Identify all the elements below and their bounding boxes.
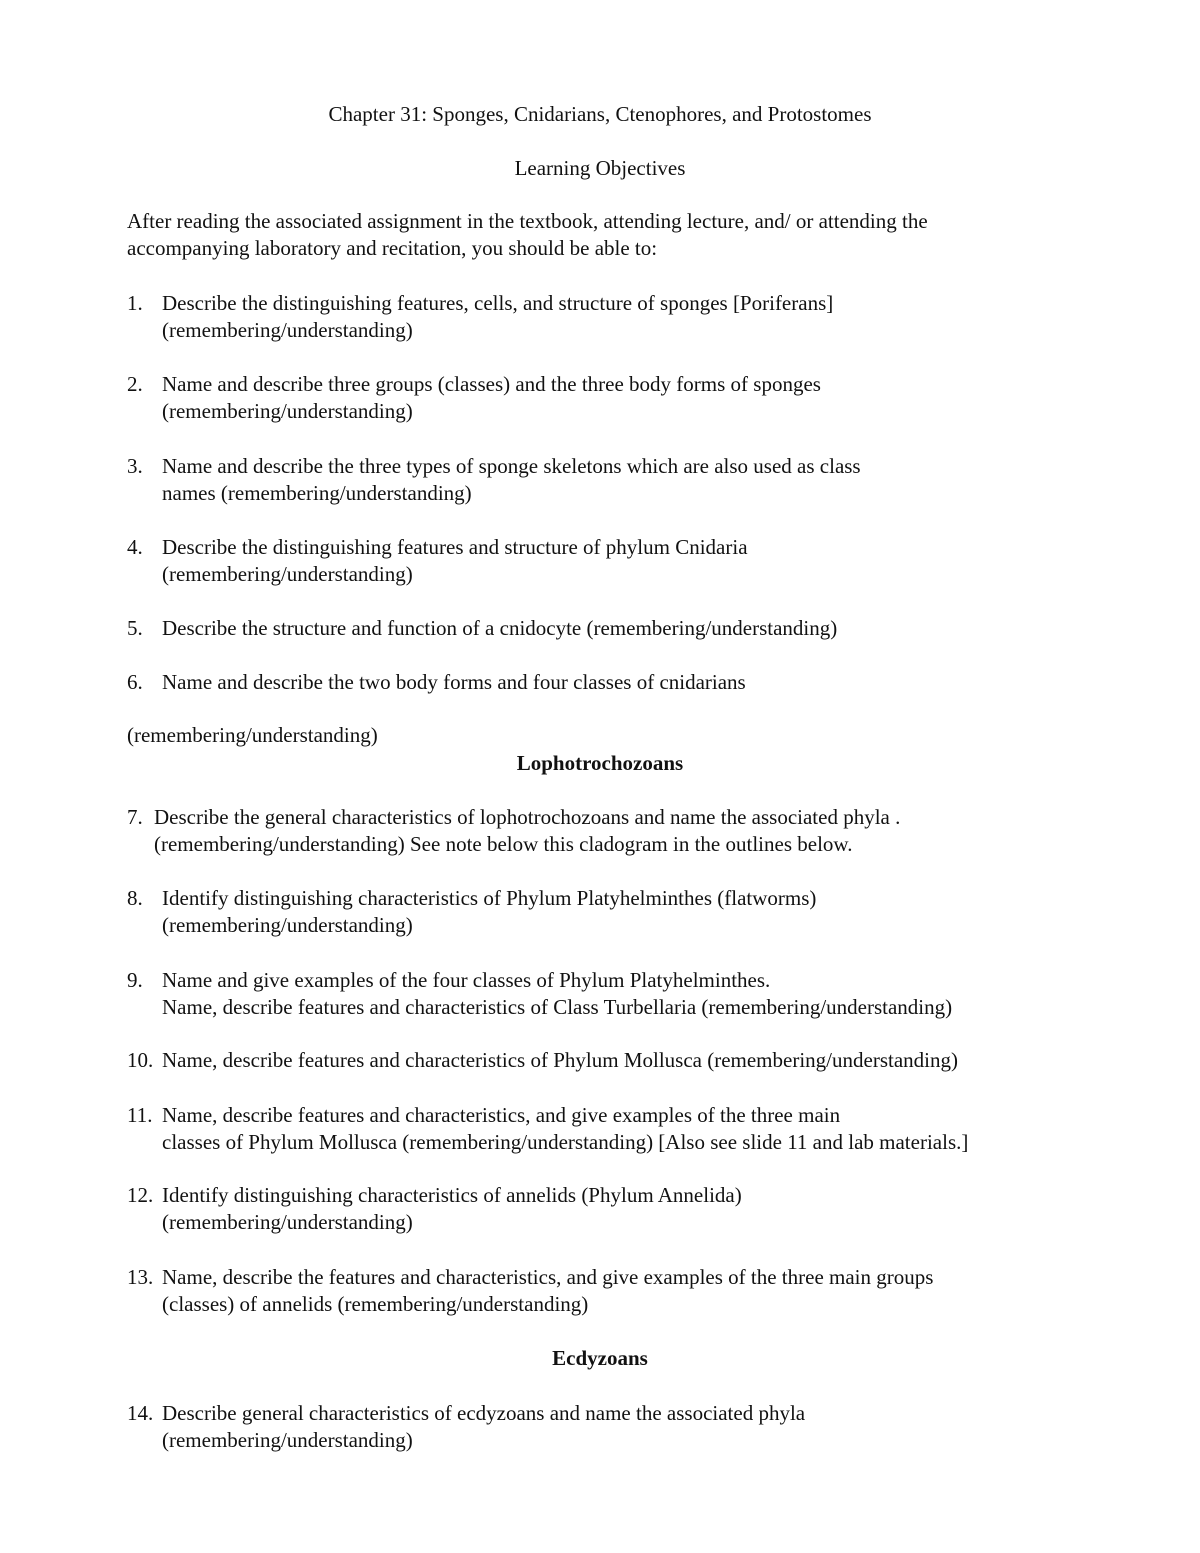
item-number: 5.: [127, 616, 143, 640]
page-subtitle: Learning Objectives: [514, 156, 686, 180]
item-text-line: classes of Phylum Mollusca (remembering/understanding) [Also see slide 11 and lab materials.]: [162, 1130, 969, 1154]
item-text-line: Describe the distinguishing features and structure of phylum Cnidaria: [162, 535, 748, 559]
item-text-line: names (remembering/understanding): [162, 481, 472, 505]
item-text-line: Describe general characteristics of ecdyzoans and name the associated phyla: [162, 1401, 806, 1425]
item-text-line: Describe the general characteristics of lophotrochozoans and name the associated phyla .: [154, 805, 901, 829]
item-number: 3.: [127, 454, 143, 478]
item-text-line: Name and describe the three types of sponge skeletons which are also used as class: [162, 454, 861, 478]
item-text-line: Describe the structure and function of a cnidocyte (remembering/understanding): [162, 616, 838, 640]
item-text-line: (remembering/understanding): [162, 318, 413, 342]
intro-line-1: After reading the associated assignment in the textbook, attending lecture, and/ or attending the: [127, 209, 928, 233]
item-text-line: Identify distinguishing characteristics of Phylum Platyhelminthes (flatworms): [162, 886, 817, 910]
item-text-line: Identify distinguishing characteristics of annelids (Phylum Annelida): [162, 1183, 742, 1207]
item-text-line: Name and give examples of the four classes of Phylum Platyhelminthes.: [162, 968, 771, 992]
item-number: 13.: [127, 1265, 154, 1289]
item-text-line: Name, describe features and characteristics of Class Turbellaria (remembering/understanding): [162, 995, 953, 1019]
item-text-line: (remembering/understanding): [162, 562, 413, 586]
item-number: 11.: [127, 1103, 153, 1127]
item-text-line: (remembering/understanding): [162, 1210, 413, 1234]
item-text-line: (classes) of annelids (remembering/understanding): [162, 1292, 589, 1316]
item-number: 4.: [127, 535, 143, 559]
section-heading-ecdyzoans: Ecdyzoans: [552, 1346, 648, 1370]
item-number: 9.: [127, 968, 143, 992]
item-number: 7.: [127, 805, 143, 829]
item-number: 14.: [127, 1401, 154, 1425]
orphan-line: (remembering/understanding): [127, 723, 378, 747]
item-text-line: Name and describe three groups (classes) and the three body forms of sponges: [162, 372, 821, 396]
item-text-line: Name, describe features and characteristics, and give examples of the three main: [162, 1103, 841, 1127]
item-number: 8.: [127, 886, 143, 910]
item-text-line: Name, describe features and characteristics of Phylum Mollusca (remembering/understanding): [162, 1048, 958, 1072]
item-number: 1.: [127, 291, 143, 315]
item-number: 10.: [127, 1048, 154, 1072]
item-text-line: (remembering/understanding): [162, 399, 413, 423]
item-text-line: (remembering/understanding): [162, 1428, 413, 1452]
intro-line-2: accompanying laboratory and recitation, you should be able to:: [127, 236, 658, 260]
section-heading-lophotrochozoans: Lophotrochozoans: [516, 751, 684, 775]
item-text-line: Name, describe the features and characteristics, and give examples of the three main groups: [162, 1265, 934, 1289]
item-number: 12.: [127, 1183, 154, 1207]
item-text-line: Name and describe the two body forms and four classes of cnidarians: [162, 670, 746, 694]
item-text-line: Describe the distinguishing features, cells, and structure of sponges [Poriferans]: [162, 291, 834, 315]
page-title: Chapter 31: Sponges, Cnidarians, Ctenophores, and Protostomes: [328, 102, 872, 126]
item-number: 2.: [127, 372, 143, 396]
item-text-line: (remembering/understanding): [162, 913, 413, 937]
item-number: 6.: [127, 670, 143, 694]
item-text-line: (remembering/understanding) See note below this cladogram in the outlines below.: [154, 832, 853, 856]
